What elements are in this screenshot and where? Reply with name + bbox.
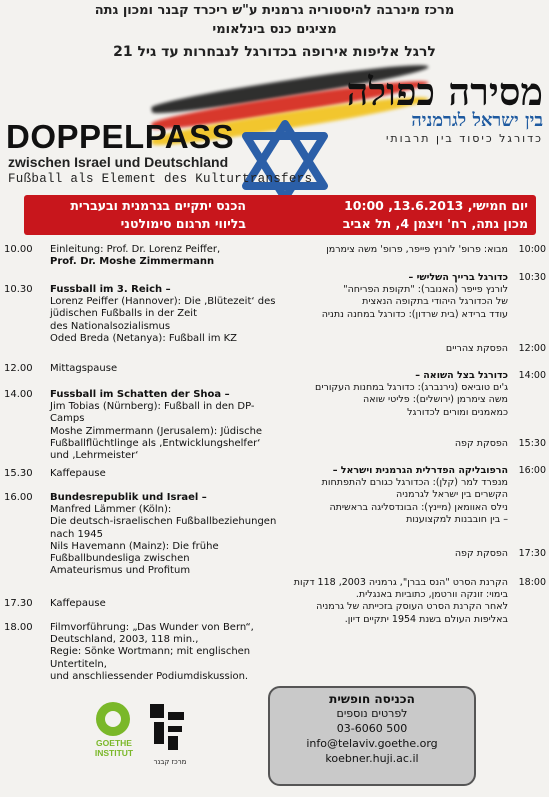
- program-line: ג'ים טוביאס (נירנברג): כדורגל במחנות העקורים: [315, 382, 508, 394]
- program-line: Oded Breda (Netanya): Fußball im KZ: [50, 332, 238, 344]
- goethe-institut-logo: [96, 702, 130, 736]
- header-line-1: מרכז מינרבה להיסטוריה גרמנית ע"ש ריכרד קבנר ומכון גתה: [94, 3, 455, 18]
- program-line: des Nationalsozialismus: [50, 320, 171, 332]
- program-content: [50, 244, 280, 268]
- contact-website[interactable]: koebner.huji.ac.il: [325, 752, 419, 765]
- goethe-institut-label: GOETHE INSTITUT: [94, 738, 134, 758]
- program-line: הרפובליקה הפדרלית הגרמנית וישראל –: [332, 465, 508, 476]
- program-time: 15:30: [518, 438, 546, 449]
- program-content: [50, 492, 280, 577]
- program-line: Manfred Lämmer (Köln):: [50, 504, 172, 516]
- program-content: [50, 389, 280, 462]
- program-line: Jim Tobias (Nürnberg): Fußball in den DP-Camps: [50, 401, 255, 425]
- program-time: 12.00: [4, 363, 33, 374]
- program-line: באליפות העולם בשנת 1954 יתקיים דיון.: [344, 613, 508, 625]
- program-line: Lorenz Peiffer (Hannover): Die ‚Blütezeit‘ des: [50, 296, 276, 308]
- program-line: כדורגל בצל השואה –: [415, 370, 508, 381]
- program-line: Kaffepause: [50, 468, 106, 479]
- header-line-2: מציגים כנס בינלאומי: [212, 22, 337, 37]
- tagline-german: Fußball als Element des Kulturtransfers: [8, 172, 313, 186]
- program-time: 14:00: [518, 370, 546, 381]
- program-line: Prof. Dr. Moshe Zimmermann: [50, 256, 215, 268]
- banner-place: מכון גתה, רח' ויצמן 4, תל אביב: [342, 216, 528, 231]
- program-time: 16.00: [4, 492, 33, 503]
- program-time: 16:00: [518, 465, 546, 476]
- subtitle-german: zwischen Israel und Deutschland: [8, 154, 229, 170]
- tagline-hebrew: כדורגל כיסוד בין תרבותי: [385, 132, 543, 145]
- program-content: [290, 272, 508, 321]
- program-line: לורנץ פייפר (האנובר): "תקופת הפריחה": [343, 284, 508, 296]
- program-time: 10:30: [518, 272, 546, 283]
- program-time: 15.30: [4, 468, 33, 479]
- program-line: Einleitung: Prof. Dr. Lorenz Peiffer,: [50, 244, 221, 255]
- program-time: 18.00: [4, 622, 33, 633]
- program-time: 17:30: [518, 548, 546, 559]
- program-line: Kaffepause: [50, 598, 106, 609]
- program-line: הפסקת קפה: [454, 438, 508, 449]
- program-line: הפסקת קפה: [454, 548, 508, 559]
- program-line: Fussball im 3. Reich –: [50, 284, 171, 295]
- program-line: Mittagspause: [50, 363, 118, 374]
- program-content: [290, 244, 508, 256]
- header-line-3: לרגל אליפות אירופה בכדורגל לנבחרות עד גיל 21: [113, 44, 436, 60]
- program-line: – בין חובבנות למקצוענות: [406, 513, 508, 525]
- subtitle-hebrew: בין ישראל לגרמניה: [411, 110, 543, 131]
- program-line: und anschliessender Podiumdiskussion.: [50, 670, 249, 682]
- program-time: 10.00: [4, 244, 33, 255]
- title-german: DOPPELPASS: [6, 118, 235, 155]
- program-line: Nils Havemann (Mainz): Die frühe: [50, 540, 219, 552]
- program-line: und ‚Lehrmeister‘: [50, 450, 139, 462]
- more-info-label: לפרטים נוספים: [336, 707, 408, 720]
- program-line: Fußballflüchtlinge als ‚Entwicklungshelfer‘: [50, 437, 261, 449]
- program-line: כדורגל ברייך השלישי –: [408, 272, 508, 283]
- title-hebrew: מסירה כפולה: [346, 69, 543, 114]
- program-content: [50, 284, 280, 345]
- program-time: 17.30: [4, 598, 33, 609]
- program-line: Regie: Sönke Wortmann; mit englischen Untertiteln,: [50, 646, 251, 670]
- program-line: מנפרד למר (קלן): הכדורגל כגורם להתפתחות: [321, 477, 508, 489]
- program-content: [290, 438, 508, 450]
- program-line: בימוי: זונקה וורטמן, כתוביות באנגלית.: [355, 589, 508, 601]
- koebner-center-label: מרכז קבנר: [153, 758, 187, 766]
- program-content: [50, 468, 280, 480]
- event-banner: [24, 195, 536, 235]
- free-entry-heading: הכניסה חופשית: [329, 692, 415, 706]
- program-line: Bundesrepublik und Israel –: [50, 492, 207, 503]
- program-line: הקרנת הסרט "הנס בברן", גרמניה 2003, 118 דקות: [293, 577, 508, 588]
- banner-language: הכנס יתקיים בגרמנית ובעברית: [70, 198, 246, 213]
- program-line: לאחר הקרנת הסרט העוסק בזכייתה של גרמניה: [316, 601, 508, 613]
- contact-box: [268, 686, 476, 786]
- koebner-center-logo: [148, 702, 188, 754]
- program-time: 14.00: [4, 389, 33, 400]
- program-line: משה צימרמן (ירושלים): פליטי שואה: [363, 394, 508, 406]
- banner-translation: בליווי תרגום סימולטני: [120, 216, 246, 231]
- program-line: הפסקת צהריים: [445, 343, 508, 354]
- program-line: Fussball im Schatten der Shoa –: [50, 389, 230, 400]
- program-time: 10.30: [4, 284, 33, 295]
- program-line: nach 1945: [50, 528, 103, 540]
- program-line: Deutschland, 2003, 118 min.,: [50, 634, 199, 646]
- program-content: [50, 598, 280, 610]
- program-content: [290, 343, 508, 355]
- banner-date: יום חמישי, 13.6.2013, 10:00: [344, 198, 528, 213]
- program-time: 12:00: [518, 343, 546, 354]
- program-line: נילס האוומאן (מיינץ): הבונדסליגה בראשיתה: [329, 501, 508, 513]
- program-time: 18:00: [518, 577, 546, 588]
- program-content: [50, 622, 280, 683]
- program-line: עודד ברידא (בית שרדון): כדורגל במחנה נתניה: [321, 308, 508, 320]
- program-line: כמאמנים ומורים לכדורגל: [407, 406, 508, 418]
- program-content: [290, 465, 508, 526]
- program-line: Filmvorführung: „Das Wunder von Bern“,: [50, 622, 254, 633]
- program-line: Die deutsch-israelischen Fußballbeziehungen: [50, 516, 277, 528]
- program-time: 10:00: [518, 244, 546, 255]
- program-line: Fußballbundesliga zwischen: [50, 553, 190, 565]
- contact-email[interactable]: info@telaviv.goethe.org: [306, 737, 438, 750]
- program-line: Amateurismus und Profitum: [50, 565, 191, 577]
- program-line: jüdischen Fußballs in der Zeit: [50, 308, 198, 320]
- program-line: מבוא: פרופ' לורנץ פייפר, פרופ' משה צימרמן: [326, 244, 508, 255]
- program-content: [290, 577, 508, 626]
- program-line: Moshe Zimmermann (Jerusalem): Jüdische: [50, 425, 263, 437]
- program-line: של הכדורגל היהודי בתקופה הנאצית: [362, 296, 508, 308]
- program-line: הקשרים בין ישראל לגרמניה: [396, 489, 508, 501]
- program-content: [290, 548, 508, 560]
- program-content: [290, 370, 508, 419]
- contact-phone: 03-6060 500: [336, 722, 408, 735]
- program-content: [50, 363, 280, 375]
